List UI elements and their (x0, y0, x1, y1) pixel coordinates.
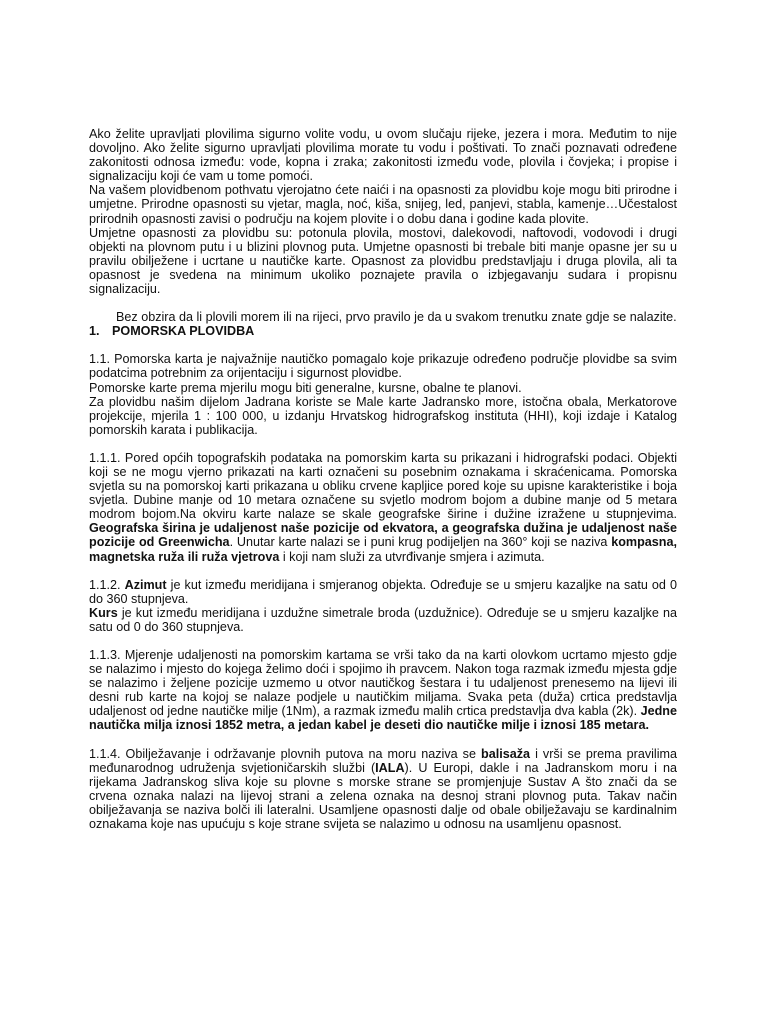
bold-term-azimut: Azimut (124, 577, 167, 592)
paragraph-1-1-scales: Pomorske karte prema mjerilu mogu biti generalne, kursne, obalne te planovi. (89, 380, 522, 395)
intro-paragraph-2: Na vašem plovidbenom pothvatu vjerojatno ćete naići i na opasnosti za plovidbu koje mogu biti prirodne i umjetne. Prirodne opasnosti su vjetar, magla, noć, kiša, snijeg, led, panjevi, stabla, kamenje…Učestalost prirodnih opasnosti zavisi o području na kojem plovite i o dobu dana i godine kada plovite. (89, 183, 677, 226)
text-segment: . Unutar karte nalazi se i puni krug podijeljen na 360° koji se naziva (229, 535, 612, 550)
text-segment: je kut između meridijana i uzdužne simetrale broda (uzdužnice). Određuje se u smjeru kazaljke na satu od 0 do 360 stupnjeva. (89, 605, 677, 634)
text-segment: 1.1.1. Pored općih topografskih podataka na pomorskim karta su prikazani i hidrografski podaci. Objekti koji se ne mogu vjerno prikazati na karti označeni su posebnim oznakama i skraćenicama. Pomorska svjetla su na pomorskoj karti prikazana u obliku crvene kapljice pored koje su upisne karakteristike i boja svjetla. Dubine manje od 10 metara označene su svjetlo modrom bojom a dubine manje od 5 metara modrom bojom.Na okviru karte nalaze se skale geografske širine i dužine izražene u stupnjevima. (89, 450, 677, 522)
bold-term-iala: IALA (375, 760, 405, 775)
text-segment: 1.1.3. Mjerenje udaljenosti na pomorskim kartama se vrši tako da na karti olovkom ucrtamo mjesto gdje se nalazimo i mjesto do kojega želimo doći i spojimo ih pravcem. Nakon toga razmak između mjesta gdje se nalazimo i željene pozicije uzmemo u otvor nautičkog šestara i tu udaljenost prenesemo na lijevi ili desni rub karte na kojoj se nalaze podjele u nautičkim miljama. Svaka peta (duža) crtica predstavlja udaljenost od jedne nautičke milje (1Nm), a razmak između malih crtica predstavlja dva kabla (2k). (89, 648, 677, 719)
bold-segment: Jedne nautička milja iznosi 1852 metra, a jedan kabel je deseti dio nautičke milje i iznosi 185 metara. (89, 704, 677, 733)
section-heading (89, 324, 677, 338)
bold-segment: Geografska širina je udaljenost naše pozicije od ekvatora, a geografska dužina je udaljenost naše pozicije od Greenwicha (89, 521, 677, 550)
text-segment: i vrši se prema pravilima međunarodnog udruženja svjetioničarskih službi ( (89, 746, 678, 775)
paragraph-1-1-3 (89, 648, 677, 733)
intro-paragraph-4: Bez obzira da li plovili morem ili na rijeci, prvo pravilo je da u svakom trenutku znate gdje se nalazite. (116, 310, 677, 325)
section-title: POMORSKA PLOVIDBA (112, 324, 255, 339)
section-number: 1. (89, 324, 100, 339)
text-segment: ). U Europi, dakle i na Jadranskom moru i na rijekama Jadranskog sliva koje su plovne s morske strane se promjenjuje Sustav A što znači da se crvena oznaka nalazi na lijevoj strani a zelena oznaka na desnoj strani plovnog puta. Takav način obilježavanja se naziva bolči ili lateralni. Usamljene opasnosti dalje od obale obilježavaju se kardinalnim oznakama koje nas upućuju s koje strane svijeta se nalazimo u odnosu na usamljenu opasnost. (89, 760, 677, 832)
document-page (89, 127, 677, 831)
text-segment: 1.1.2. (89, 577, 125, 592)
paragraph-1-1: 1.1. Pomorska karta je najvažnije nautičko pomagalo koje prikazuje određeno područje plovidbe sa svim podatcima potrebnim za orijentaciju i sigurnost plovidbe. (89, 352, 677, 381)
paragraph-1-1-2-azimut (89, 578, 677, 606)
bold-segment: kompasna, magnetska ruža ili ruža vjetrova (89, 535, 677, 564)
text-segment: i koji nam služi za utvrđivanje smjera i azimuta. (279, 549, 545, 564)
paragraph-1-1-4 (89, 747, 677, 832)
bold-term-kurs: Kurs (89, 605, 118, 620)
intro-paragraph-3: Umjetne opasnosti za plovidbu su: potonula plovila, mostovi, dalekovodi, naftovodi, vodovodi i drugi objekti na plovnom putu i u blizini plovnog puta. Umjetne opasnosti bi trebale biti manje opasne jer su u pravilu obilježene i ucrtane u nautičke karte. Opasnost za plovidbu predstavljaju i druga plovila, ali ta opasnost je svedena na minimum ukoliko poznajete pravila o izbjegavanju sudara i propisnu signalizaciju. (89, 225, 677, 297)
intro-paragraph-1: Ako želite upravljati plovilima sigurno volite vodu, u ovom slučaju rijeke, jezera i mora. Međutim to nije dovoljno. Ako želite sigurno upravljati plovilima morate tu vodu i poštivati. To znači poznavati određene zakonitosti odnosa između: vode, kopna i zraka; zakonitosti između vode, plovila i čovjeka; i propise i signalizaciju koji će vam u tome pomoći. (89, 127, 677, 184)
paragraph-1-1-1 (89, 451, 677, 564)
text-segment: 1.1.4. Obilježavanje i održavanje plovnih putova na moru naziva se (89, 746, 482, 761)
paragraph-1-1-charts: Za plovidbu našim dijelom Jadrana koriste se Male karte Jadransko more, istočna obala, Merkatorove projekcije, mjerila 1 : 100 000, u izdanju Hrvatskog hidrografskog instituta (HHI), koji izdaje i Katalog pomorskih karata i publikacija. (89, 394, 677, 437)
text-segment: je kut između meridijana i smjeranog objekta. Određuje se u smjeru kazaljke na satu od 0 do 360 stupnjeva. (89, 577, 677, 606)
bold-term-balisaza: balisaža (481, 746, 531, 761)
paragraph-1-1-2-kurs (89, 606, 677, 634)
